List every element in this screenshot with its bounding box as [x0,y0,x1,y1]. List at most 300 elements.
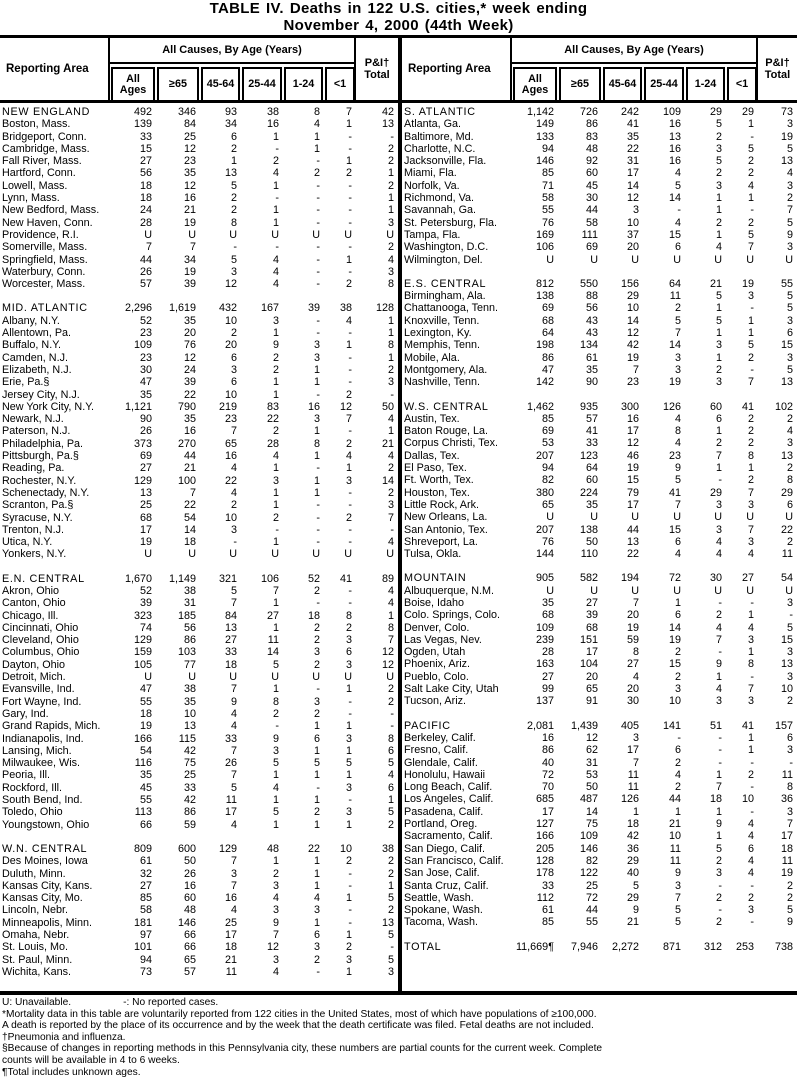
table-row [0,794,398,806]
value-cell: 139 [133,118,152,131]
value-cell: 29 [626,854,639,867]
value-cell: U [144,548,152,561]
region-section [0,843,398,978]
value-cell: 83 [266,400,279,413]
value-cell: 86 [541,744,554,757]
value-cell: 1 [747,646,754,659]
value-cell: 17 [224,806,237,819]
value-cell: 224 [579,486,598,499]
region-row [0,573,398,585]
value-cell: 7 [632,756,639,769]
value-cell: U [188,228,196,241]
value-cell: 2 [747,216,754,229]
region-section [402,720,797,929]
value-cell: 4 [747,867,754,880]
value-cell: 99 [541,683,554,696]
value-cell: 18 [307,609,320,622]
value-cell: 76 [541,216,554,229]
table-row [402,830,797,842]
region-section [0,302,398,560]
total-label: Total [764,69,791,81]
value-cell: 24 [183,363,196,376]
reporting-area-cell: Tacoma, Wash. [404,916,479,929]
value-cell: 55 [780,277,793,290]
value-cell: 9 [272,339,279,352]
value-cell: 600 [177,842,196,855]
reporting-area-cell: Fort Wayne, Ind. [2,695,82,708]
value-cell: 300 [620,400,639,413]
value-cell: 110 [580,548,598,561]
value-cell: 7 [230,769,237,782]
value-cell: 48 [266,842,279,855]
table-row [0,364,398,376]
value-cell: - [718,596,722,609]
reporting-area-cell: Fresno, Calif. [404,744,469,757]
value-cell: 16 [541,731,554,744]
value-cell: 8 [786,781,793,794]
table-row [0,475,398,487]
reporting-area-cell: Allentown, Pa. [2,327,72,340]
value-cell: 12 [339,400,352,413]
value-cell: 905 [535,572,554,585]
value-cell: 36 [626,842,639,855]
value-cell: 3 [345,658,352,671]
value-cell: - [316,327,320,340]
table-row [0,229,398,241]
col-all-ages: All Ages [111,67,155,100]
value-cell: U [344,228,352,241]
reporting-area-cell: Houston, Tex. [404,486,470,499]
table-row [402,855,797,867]
value-cell: 65 [541,498,554,511]
value-cell: - [750,805,754,818]
value-cell: 5 [674,179,681,192]
value-cell: - [348,794,352,807]
value-cell: 71 [541,179,554,192]
value-cell: 109 [535,621,554,634]
table-row [0,610,398,622]
table-row [402,131,797,143]
value-cell: 19 [183,216,196,229]
value-cell: 157 [774,719,793,732]
value-cell: 5 [387,929,394,941]
value-cell: 3 [632,204,639,217]
value-cell: 34 [183,253,196,266]
table-row [402,217,797,229]
value-cell: 12 [183,351,196,364]
value-cell: - [348,327,352,340]
value-cell: 2 [272,363,279,376]
table-row [0,167,398,179]
value-cell: - [718,879,722,892]
value-cell: 8 [387,621,394,634]
value-cell: 10 [668,830,681,843]
table-row [0,425,398,437]
value-cell: 11 [627,768,639,781]
value-cell: 4 [387,413,394,426]
value-cell: 7 [747,241,754,254]
value-cell: 1 [387,609,394,622]
value-cell: 68 [139,511,152,524]
value-cell: 22 [626,142,639,155]
value-cell: 156 [620,277,639,290]
reporting-area-cell: Sacramento, Calif. [404,830,493,843]
value-cell: - [233,241,237,254]
value-cell: 7 [786,818,793,831]
reporting-area-cell: Minneapolis, Minn. [2,916,93,929]
value-cell: 15 [139,142,152,155]
reporting-area-cell: Wichita, Kans. [2,965,72,978]
value-cell: 13 [668,130,681,143]
table-row [402,450,797,462]
value-cell: 129 [133,634,152,647]
header-left-half [0,38,398,100]
value-cell: 3 [272,314,279,327]
table-row [402,916,797,928]
value-cell: 9 [786,228,793,241]
total-label: Total [364,69,390,81]
col-1-24: 1-24 [686,67,725,100]
table-row [402,499,797,511]
value-cell: U [386,548,394,561]
value-cell: U [188,671,196,684]
value-cell: 1 [313,130,320,143]
reporting-area-cell: Toledo, Ohio [2,806,63,819]
value-cell: 2 [715,363,722,376]
value-cell: 8 [786,474,793,487]
value-cell: 159 [133,646,152,659]
value-cell: 1 [345,118,352,131]
reporting-area-cell: Knoxville, Tenn. [404,314,480,327]
value-cell: U [312,671,320,684]
value-cell: 14 [668,339,681,352]
reporting-area-cell: Paterson, N.J. [2,425,71,438]
legend-line [2,997,797,1009]
pi-label: P&I† [765,57,790,69]
value-cell: 1 [272,204,279,217]
value-cell: 12 [266,941,279,954]
footnote-line: ¶Total includes unknown ages. [2,1066,141,1078]
value-cell: 94 [139,953,152,966]
region-section [402,278,797,389]
value-cell: 142 [535,376,554,389]
value-cell: - [348,536,352,549]
value-cell: 2 [674,646,681,659]
value-cell: 7 [345,106,352,118]
value-cell: 1 [715,204,722,217]
reporting-area-cell: PACIFIC [404,719,451,732]
value-cell: 3 [715,179,722,192]
value-cell: 92 [585,155,598,168]
value-cell: - [275,142,279,155]
value-cell: 60 [585,474,598,487]
value-cell: - [316,536,320,549]
reporting-area-cell: Providence, R.I. [2,228,79,241]
value-cell: 37 [626,228,639,241]
value-cell: 58 [139,904,152,917]
value-cell: - [750,916,754,929]
value-cell: 27 [626,658,639,671]
value-cell: 405 [620,719,639,732]
value-cell: 72 [541,768,554,781]
table-row [402,646,797,658]
value-cell: 72 [668,572,681,585]
value-cell: 1 [313,818,320,831]
value-cell: 27 [139,879,152,892]
value-cell: 19 [139,720,152,733]
value-cell: 21 [183,462,196,475]
reporting-area-cell: Los Angeles, Calif. [404,793,494,806]
col-ge65: ≥65 [559,67,601,100]
value-cell: 43 [585,314,598,327]
table-row [0,548,398,560]
value-cell: 8 [632,646,639,659]
value-cell: 57 [585,412,598,425]
value-cell: 6 [313,929,320,941]
value-cell: 68 [541,609,554,622]
value-cell: 54 [780,572,793,585]
value-cell: 1 [272,536,279,549]
value-cell: 4 [230,486,237,499]
value-cell: 5 [272,806,279,819]
table-row [402,658,797,670]
value-cell: 19 [668,376,681,389]
value-cell: 1,619 [168,302,196,315]
value-cell: - [348,425,352,438]
table-title [0,0,797,34]
age-columns-right [512,64,756,100]
value-cell: 73 [139,965,152,978]
reporting-area-cell: Spokane, Wash. [404,904,483,917]
value-cell: 42 [626,830,639,843]
value-cell: 3 [272,904,279,917]
table-row [0,241,398,253]
table-row [402,143,797,155]
value-cell: 52 [139,584,152,597]
reporting-area-cell: San Diego, Calif. [404,842,486,855]
reporting-area-cell: Birmingham, Ala. [404,290,486,303]
table-row [0,782,398,794]
value-cell: 30 [626,695,639,708]
reporting-area-cell: Detroit, Mich. [2,671,66,684]
value-cell: U [229,228,237,241]
value-cell: 35 [183,695,196,708]
value-cell: U [785,253,793,266]
value-cell: 75 [585,818,598,831]
age-group-header-left [110,38,356,100]
reporting-area-cell: Dallas, Tex. [404,449,460,462]
value-cell: 3 [345,474,352,487]
value-cell: 7 [145,241,152,254]
value-cell: 380 [535,486,554,499]
value-cell: 2 [272,351,279,364]
value-cell: U [386,671,394,684]
value-cell: 1 [345,253,352,266]
value-cell: 72 [585,891,598,904]
value-cell: - [316,216,320,229]
value-cell: U [746,584,754,597]
value-cell: - [275,523,279,536]
value-cell: 1 [272,179,279,192]
value-cell: 19 [626,462,639,475]
value-cell: 178 [535,867,554,880]
table-row [0,904,398,916]
value-cell: 2 [715,891,722,904]
reporting-area-cell: TOTAL [404,940,442,953]
value-cell: 20 [626,241,639,254]
value-cell: 3 [786,744,793,757]
value-cell: 129 [133,474,152,487]
value-cell: 2 [674,781,681,794]
value-cell: 126 [662,400,681,413]
value-cell: 685 [535,793,554,806]
value-cell: 790 [177,400,196,413]
value-cell: 550 [579,277,598,290]
value-cell: 103 [177,646,196,659]
value-cell: 3 [786,596,793,609]
value-cell: 4 [387,769,394,782]
value-cell: U [785,584,793,597]
table-row [0,917,398,929]
value-cell: 38 [266,106,279,118]
value-cell: 2 [387,363,394,376]
value-cell: 4 [387,450,394,463]
value-cell: 4 [313,892,320,905]
value-cell: 40 [626,867,639,880]
value-cell: 7 [747,683,754,696]
value-cell: 9 [674,462,681,475]
value-cell: 35 [139,769,152,782]
value-cell: 5 [747,142,754,155]
value-cell: 35 [183,314,196,327]
value-cell: 58 [585,216,598,229]
value-cell: 106 [535,241,554,254]
table-row [0,757,398,769]
value-cell: 1 [345,720,352,733]
value-cell: 2 [345,278,352,291]
value-cell: 28 [541,646,554,659]
value-cell: U [590,584,598,597]
table-row [0,966,398,978]
value-cell: 15 [780,633,793,646]
reporting-area-cell: St. Louis, Mo. [2,941,69,954]
value-cell: - [750,204,754,217]
table-row [0,512,398,524]
value-cell: 122 [579,867,598,880]
value-cell: 166 [535,830,554,843]
table-row [0,339,398,351]
reporting-area-cell: St. Paul, Minn. [2,953,73,966]
footnote-line: counts will be available in 4 to 6 weeks. [2,1054,180,1066]
value-cell: 127 [535,818,554,831]
value-cell: 23 [626,376,639,389]
table-row [0,413,398,425]
reporting-area-cell: Duluth, Minn. [2,867,66,880]
value-cell: 2 [272,511,279,524]
value-cell: - [348,241,352,254]
table-row [0,327,398,339]
value-cell: 17 [780,830,793,843]
value-cell: 73 [780,106,793,118]
value-cell: 91 [585,695,598,708]
value-cell: 16 [183,879,196,892]
value-cell: 54 [139,744,152,757]
value-cell: 15 [668,228,681,241]
value-cell: 7 [786,204,793,217]
value-cell: U [631,511,639,524]
reporting-area-cell: Erie, Pa.§ [2,376,50,389]
value-cell: 5 [674,474,681,487]
value-cell: 12 [381,646,394,659]
value-cell: 79 [626,486,639,499]
value-cell: 3 [345,953,352,966]
value-cell: 23 [183,155,196,168]
reporting-area-cell: Utica, N.Y. [2,536,53,549]
value-cell: 1 [313,879,320,892]
value-cell: 242 [620,106,639,118]
value-cell: 3 [786,805,793,818]
value-cell: 2 [345,855,352,868]
value-cell: 48 [585,142,598,155]
value-cell: 14 [381,474,394,487]
region-section [402,572,797,707]
value-cell: 16 [224,450,237,463]
value-cell: 30 [139,363,152,376]
value-cell: 137 [535,695,554,708]
table-row [0,622,398,634]
value-cell: 42 [381,106,394,118]
deaths-table [0,35,797,995]
reporting-area-cell: Atlanta, Ga. [404,118,462,131]
value-cell: 4 [674,412,681,425]
value-cell: 84 [224,609,237,622]
table-row [402,364,797,376]
value-cell: - [348,363,352,376]
value-cell: 5 [272,658,279,671]
reporting-area-cell: Chattanooga, Tenn. [404,302,499,315]
value-cell: 35 [585,363,598,376]
value-cell: 57 [183,965,196,978]
value-cell: 2 [715,216,722,229]
reporting-area-cell: Phoenix, Ariz. [404,658,471,671]
value-cell: 41 [668,486,681,499]
table-row [402,892,797,904]
value-cell: 5 [272,757,279,770]
value-cell: 109 [662,106,681,118]
value-cell: 4 [747,179,754,192]
value-cell: 5 [786,904,793,917]
reporting-area-cell: San Jose, Calif. [404,867,480,880]
value-cell: 22 [266,413,279,426]
value-cell: 1 [747,609,754,622]
value-cell: 2 [313,658,320,671]
value-cell: 2,296 [124,302,152,315]
value-cell: 21 [381,437,394,450]
value-cell: U [746,253,754,266]
value-cell: 2 [387,241,394,254]
table-row [402,413,797,425]
value-cell: 17 [626,425,639,438]
table-row [0,954,398,966]
reporting-area-cell: Trenton, N.J. [2,523,65,536]
value-cell: 18 [780,842,793,855]
reporting-area-cell: Jacksonville, Fla. [404,155,487,168]
reporting-area-cell: E.S. CENTRAL [404,277,487,290]
value-cell: 163 [535,658,554,671]
value-cell: 21 [224,953,237,966]
value-cell: 3 [715,498,722,511]
value-cell: 42 [626,339,639,352]
